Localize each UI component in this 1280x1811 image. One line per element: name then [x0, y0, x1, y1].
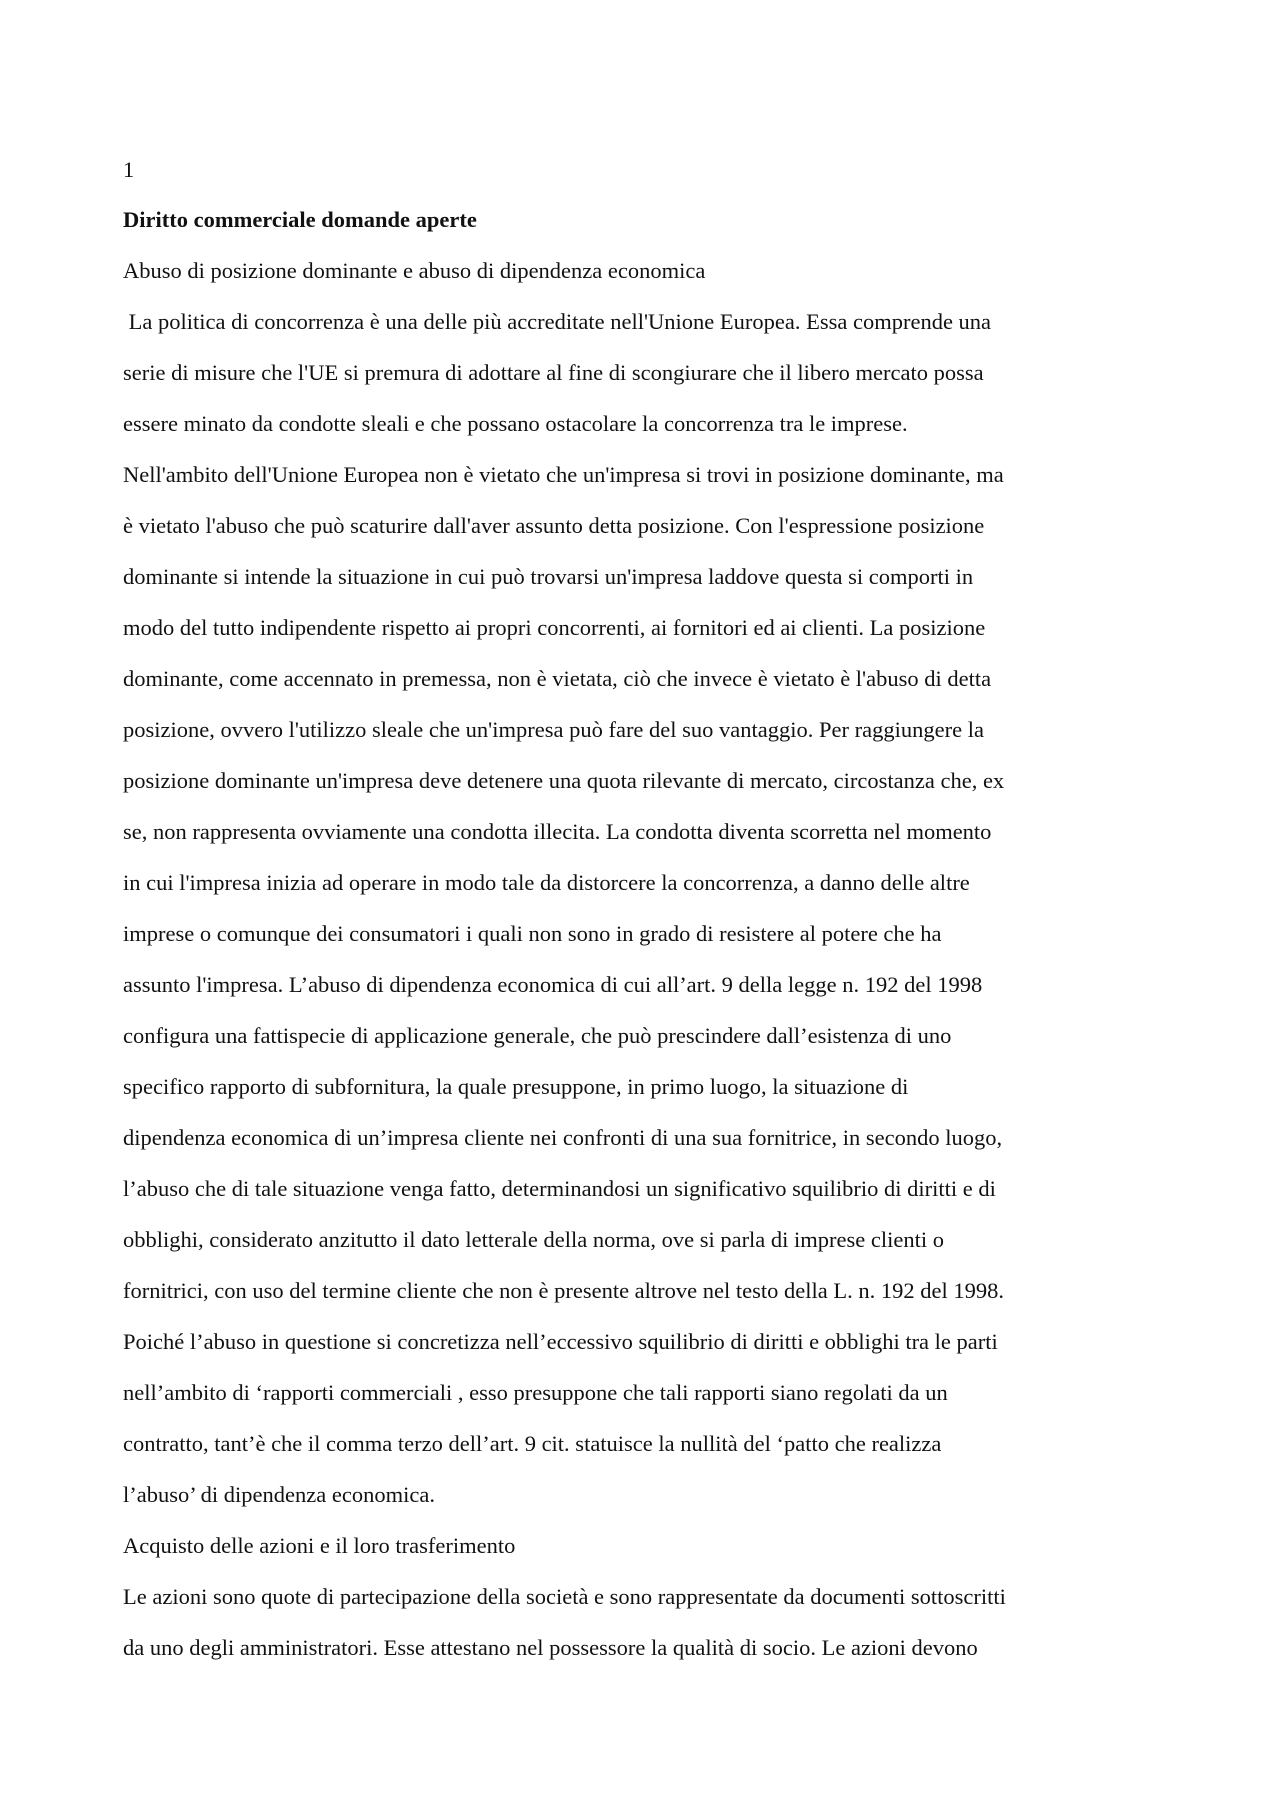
- text-line: fornitrici, con uso del termine cliente che non è presente altrove nel testo della L. n. 192 del 1998.: [123, 1278, 1004, 1303]
- paragraph: [123, 458, 1143, 1308]
- text-line: posizione, ovvero l'utilizzo sleale che un'impresa può fare del suo vantaggio. Per raggiungere la: [123, 717, 984, 742]
- text-line: posizione dominante un'impresa deve detenere una quota rilevante di mercato, circostanza che, ex: [123, 768, 1005, 793]
- paragraph: [123, 305, 1143, 441]
- section-heading: Acquisto delle azioni e il loro trasferimento: [123, 1533, 516, 1558]
- text-line: da uno degli amministratori. Esse attestano nel possessore la qualità di socio. Le azioni devono: [123, 1635, 978, 1660]
- text-line: assunto l'impresa. L’abuso di dipendenza economica di cui all’art. 9 della legge n. 192 del 1998: [123, 972, 983, 997]
- document-title: Diritto commerciale domande aperte: [123, 207, 477, 232]
- text-line: Le azioni sono quote di partecipazione della società e sono rappresentate da documenti sottoscritti: [123, 1584, 1006, 1609]
- text-line: è vietato l'abuso che può scaturire dall'aver assunto detta posizione. Con l'espressione posizione: [123, 513, 985, 538]
- document-body: [123, 153, 1143, 1682]
- paragraph: [123, 1580, 1143, 1665]
- text-line: nell’ambito di ‘rapporti commerciali , esso presuppone che tali rapporti siano regolati da un: [123, 1380, 948, 1405]
- text-line: dipendenza economica di un’impresa cliente nei confronti di una sua fornitrice, in secondo luogo,: [123, 1125, 1003, 1150]
- text-line: in cui l'impresa inizia ad operare in modo tale da distorcere la concorrenza, a danno delle altre: [123, 870, 970, 895]
- text-line: obblighi, considerato anzitutto il dato letterale della norma, ove si parla di imprese clienti o: [123, 1227, 944, 1252]
- paragraph: [123, 1325, 1143, 1512]
- text-line: l’abuso che di tale situazione venga fatto, determinandosi un significativo squilibrio di diritti e di: [123, 1176, 996, 1201]
- text-line: configura una fattispecie di applicazione generale, che può prescindere dall’esistenza di uno: [123, 1023, 952, 1048]
- section-abuso-posizione-dominante: [123, 254, 1143, 1512]
- page-number: 1: [123, 157, 135, 182]
- text-line: specifico rapporto di subfornitura, la quale presuppone, in primo luogo, la situazione di: [123, 1074, 909, 1099]
- text-line: imprese o comunque dei consumatori i quali non sono in grado di resistere al potere che ha: [123, 921, 942, 946]
- text-line: La politica di concorrenza è una delle più accreditate nell'Unione Europea. Essa comprende una: [123, 309, 992, 334]
- text-line: serie di misure che l'UE si premura di adottare al fine di scongiurare che il libero mercato possa: [123, 360, 984, 385]
- text-line: contratto, tant’è che il comma terzo dell’art. 9 cit. statuisce la nullità del ‘patto che realizza: [123, 1431, 942, 1456]
- text-line: dominante si intende la situazione in cui può trovarsi un'impresa laddove questa si comporti in: [123, 564, 974, 589]
- text-line: essere minato da condotte sleali e che possano ostacolare la concorrenza tra le imprese.: [123, 411, 908, 436]
- section-heading: Abuso di posizione dominante e abuso di dipendenza economica: [123, 258, 706, 283]
- text-line: Nell'ambito dell'Unione Europea non è vietato che un'impresa si trovi in posizione dominante, ma: [123, 462, 1004, 487]
- section-acquisto-azioni: [123, 1529, 1143, 1665]
- text-line: l’abuso’ di dipendenza economica.: [123, 1482, 435, 1507]
- text-line: dominante, come accennato in premessa, non è vietata, ciò che invece è vietato è l'abuso di detta: [123, 666, 992, 691]
- text-line: se, non rappresenta ovviamente una condotta illecita. La condotta diventa scorretta nel momento: [123, 819, 992, 844]
- text-line: Poiché l’abuso in questione si concretizza nell’eccessivo squilibrio di diritti e obblighi tra le parti: [123, 1329, 998, 1354]
- text-line: modo del tutto indipendente rispetto ai propri concorrenti, ai fornitori ed ai clienti. La posizione: [123, 615, 986, 640]
